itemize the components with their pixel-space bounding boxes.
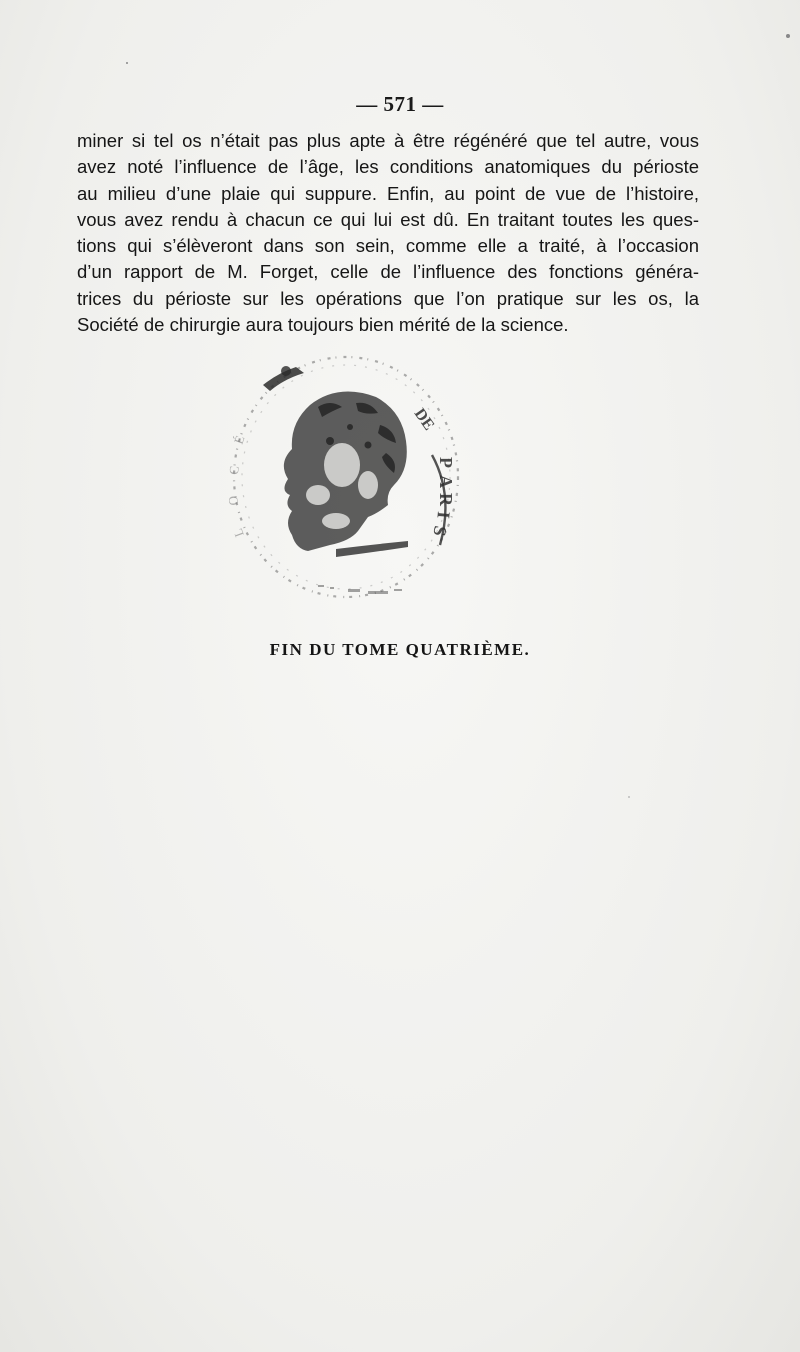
text-line: Société de chirurgie aura toujours bien mérité de la science. (77, 314, 569, 336)
text-line: trices du périoste sur les opérations que l’on pratique sur les os, la (77, 287, 699, 309)
svg-text:A: A (436, 475, 456, 488)
svg-text:L: L (230, 526, 247, 540)
svg-text:R: R (436, 493, 456, 506)
paper-speck (628, 796, 630, 798)
library-seal-icon (218, 345, 468, 610)
svg-text:C: C (226, 465, 242, 476)
text-line: avez noté l’influence de l’âge, les conditions anatomiques du périoste (77, 156, 699, 178)
text-line: d’un rapport de M. Forget, celle de l’influence des fonctions généra- (77, 261, 699, 283)
body-paragraph (77, 128, 699, 338)
page-number: — 571 — (356, 92, 444, 116)
svg-text:P: P (436, 457, 456, 468)
svg-text:É: É (230, 433, 248, 447)
text-line: miner si tel os n’était pas plus apte à être régénéré que tel autre, vous (77, 130, 699, 151)
text-line: tions qui s’élèveront dans son sein, comme elle a traité, à l’occasion (77, 235, 699, 257)
text-line: au milieu d’une plaie qui suppure. Enfin, au point de vue de l’histoire, (77, 182, 699, 204)
text-line: vous avez rendu à chacun ce qui lui est dû. En traitant toutes les ques- (77, 208, 699, 230)
svg-text:O: O (225, 495, 241, 507)
svg-text:S: S (429, 524, 451, 538)
paper-speck (786, 34, 790, 38)
paper-speck (126, 62, 128, 64)
svg-text:I: I (433, 510, 454, 520)
svg-text:DE: DE (410, 405, 438, 434)
volume-end-title: FIN DU TOME QUATRIÈME. (269, 640, 531, 659)
